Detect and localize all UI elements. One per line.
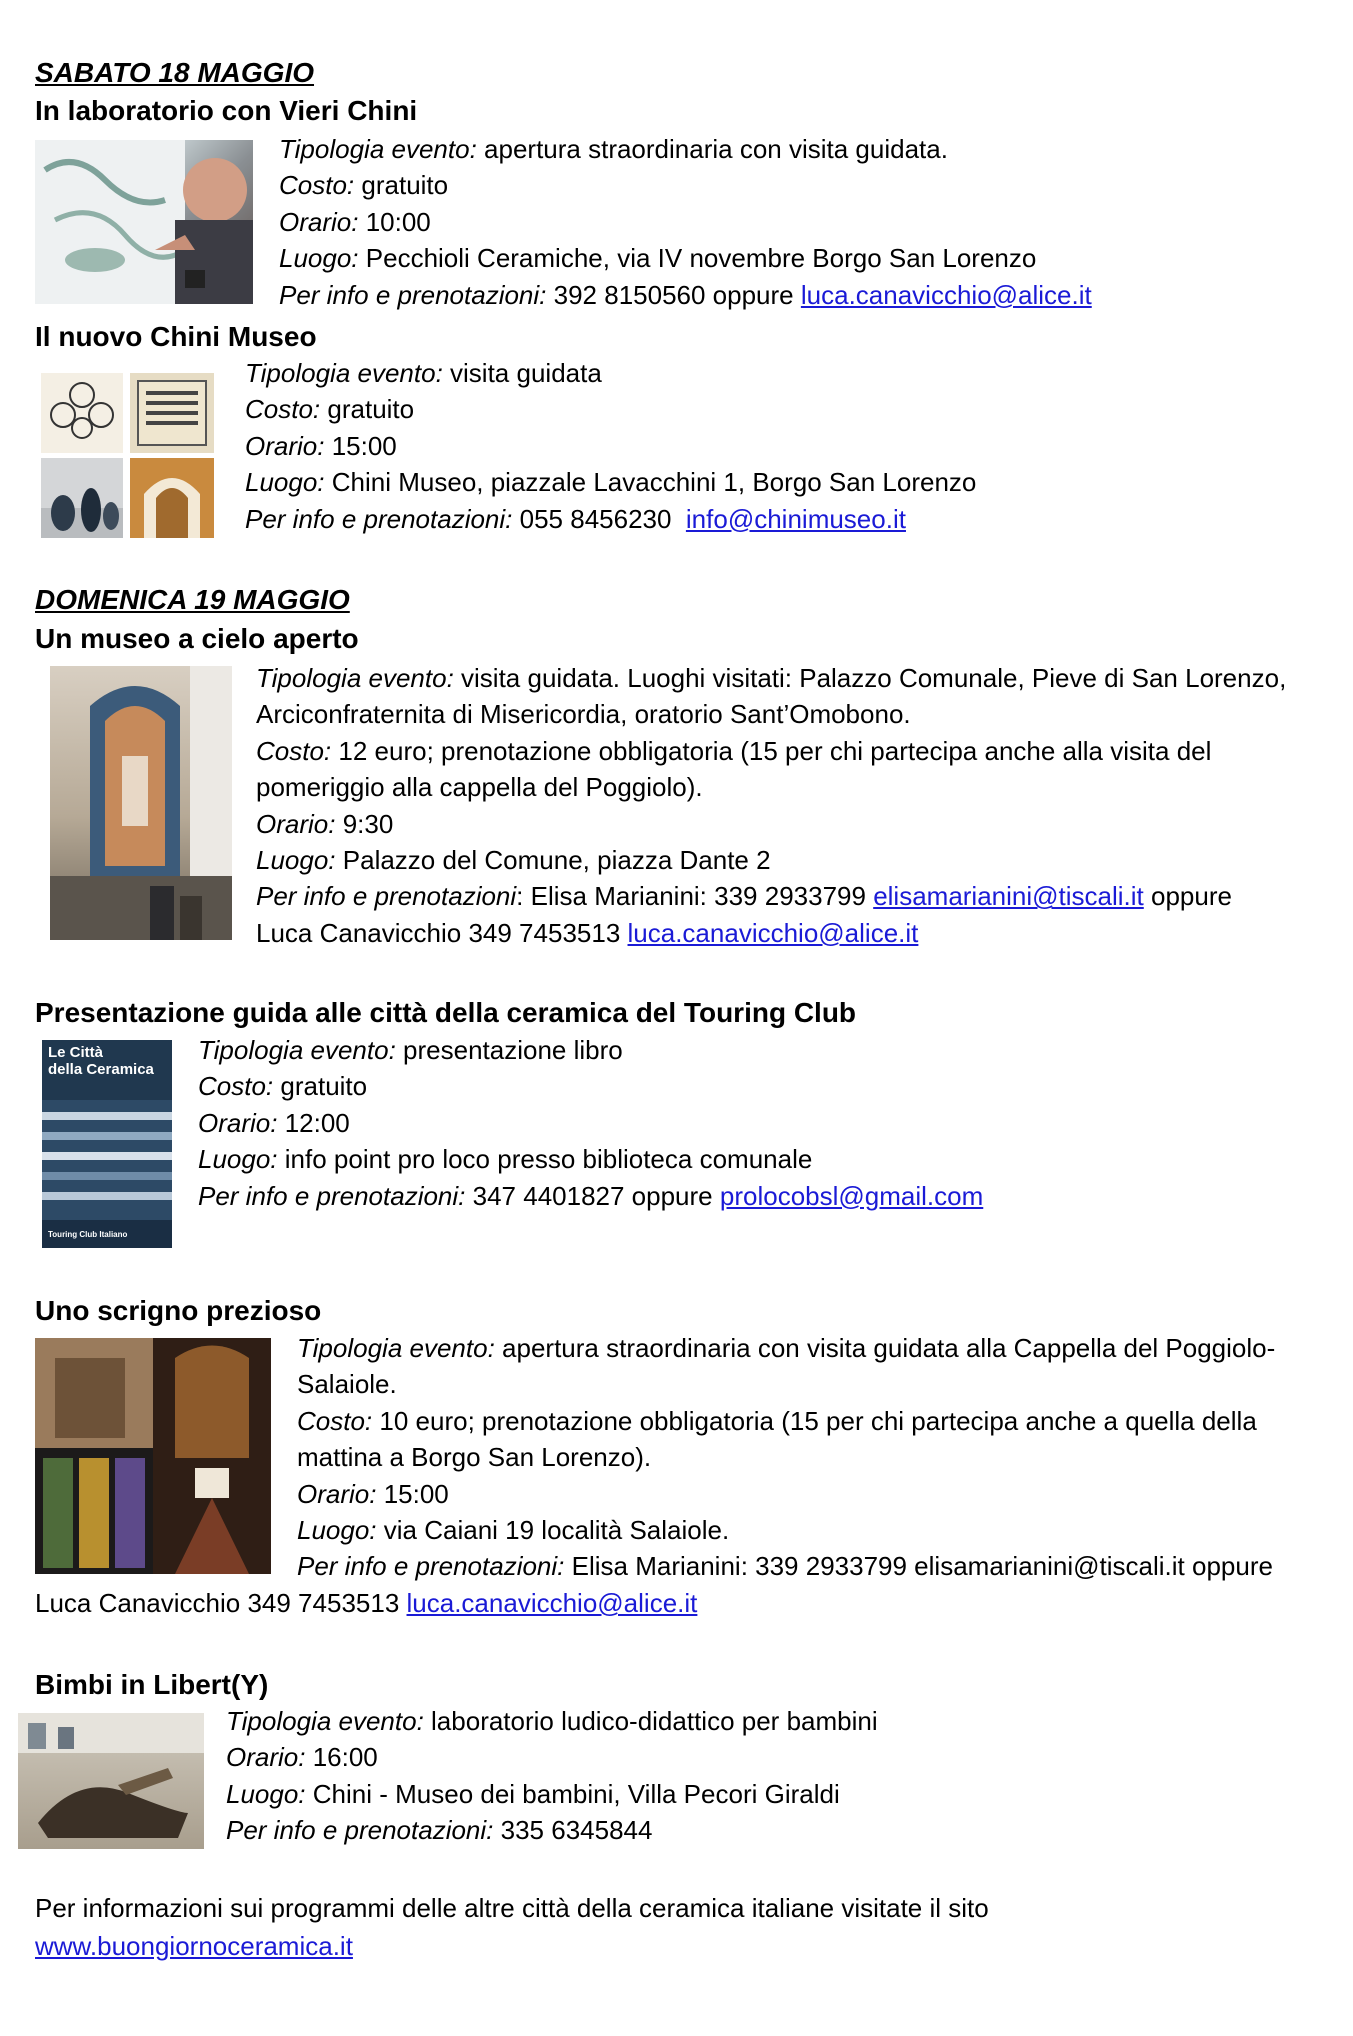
- chini-sign-tile: [130, 373, 214, 453]
- tabernacle-illustration: [50, 666, 232, 940]
- value-luogo: Chini - Museo dei bambini, Villa Pecori Giraldi: [312, 1778, 840, 1809]
- value-tipologia-1: apertura straordinaria con visita guidata alla Cappella del Poggiolo-: [502, 1333, 1276, 1363]
- event-details-scrigno-prezioso: [297, 1330, 1337, 1585]
- value-tipologia-1: visita guidata. Luoghi visitati: Palazzo Comunale, Pieve di San Lorenzo,: [461, 663, 1287, 693]
- footer: [35, 1889, 989, 1965]
- value-costo: gratuito: [361, 170, 449, 201]
- value-info: 055 8456230: [519, 503, 672, 534]
- value-tipologia-2: Salaiole.: [297, 1369, 397, 1400]
- value-tipologia: laboratorio ludico-didattico per bambini: [431, 1706, 878, 1736]
- label-info: Per info e prenotazioni:: [279, 279, 547, 310]
- value-info-1: : Elisa Marianini: 339 2933799: [516, 881, 866, 912]
- label-luogo: Luogo:: [245, 467, 325, 498]
- label-orario: Orario:: [245, 430, 325, 461]
- label-orario: Orario:: [279, 206, 359, 237]
- value-info: 347 4401827 oppure: [472, 1180, 713, 1211]
- label-orario: Orario:: [297, 1478, 377, 1509]
- book-publisher: Touring Club Italiano: [48, 1230, 128, 1239]
- label-luogo: Luogo:: [198, 1144, 278, 1175]
- sign-illustration: [130, 373, 214, 453]
- label-costo: Costo:: [198, 1071, 274, 1102]
- chini-vases-tile: [41, 458, 123, 538]
- clay-workshop-photo: [18, 1713, 204, 1849]
- value-info-or: oppure: [1151, 881, 1232, 912]
- event-details-touring-club: [198, 1032, 983, 1214]
- day-heading-sunday: DOMENICA 19 MAGGIO: [35, 584, 350, 615]
- chini-arch-tile: [130, 458, 214, 538]
- label-orario: Orario:: [226, 1742, 306, 1773]
- label-tipologia: Tipologia evento:: [256, 663, 454, 693]
- touring-club-book-cover: [42, 1040, 172, 1248]
- label-tipologia: Tipologia evento:: [279, 134, 477, 164]
- event-title-museo-cielo-aperto: Un museo a cielo aperto: [35, 623, 359, 654]
- label-info: Per info e prenotazioni:: [198, 1180, 466, 1211]
- clay-illustration: [18, 1713, 204, 1849]
- value-luogo: info point pro loco presso biblioteca comunale: [284, 1144, 813, 1175]
- value-costo-2: pomeriggio alla cappella del Poggiolo).: [256, 772, 703, 803]
- event-title-scrigno-prezioso: Uno scrigno prezioso: [35, 1295, 322, 1326]
- book-title-line-1: Le Città: [48, 1044, 104, 1061]
- value-info: 392 8150560 oppure: [553, 279, 794, 310]
- label-tipologia: Tipologia evento:: [198, 1035, 396, 1065]
- event-title-chini-museo: Il nuovo Chini Museo: [35, 321, 317, 352]
- event-details-museo-cielo-aperto: [256, 660, 1286, 951]
- value-costo: gratuito: [327, 394, 415, 425]
- label-info: Per info e prenotazioni:: [297, 1551, 565, 1582]
- value-luogo: via Caiani 19 località Salaiole.: [383, 1515, 730, 1546]
- label-tipologia: Tipologia evento:: [226, 1706, 424, 1736]
- email-link-2[interactable]: luca.canavicchio@alice.it: [627, 917, 919, 948]
- ceramicist-painting-illustration: [35, 140, 253, 304]
- arch-illustration: [130, 458, 214, 538]
- label-orario: Orario:: [256, 808, 336, 839]
- value-luogo: Palazzo del Comune, piazza Dante 2: [342, 845, 771, 876]
- value-orario: 15:00: [331, 430, 397, 461]
- value-info-2: Luca Canavicchio 349 7453513: [256, 917, 621, 948]
- value-luogo: Pecchioli Ceramiche, via IV novembre Borgo San Lorenzo: [365, 243, 1037, 274]
- event-title-touring-club: Presentazione guida alle città della ceramica del Touring Club: [35, 997, 857, 1028]
- label-luogo: Luogo:: [256, 845, 336, 876]
- vases-illustration: [41, 458, 123, 538]
- email-link[interactable]: info@chinimuseo.it: [685, 503, 906, 534]
- label-costo: Costo:: [297, 1405, 373, 1436]
- email-link[interactable]: luca.canavicchio@alice.it: [800, 279, 1092, 310]
- label-tipologia: Tipologia evento:: [297, 1333, 495, 1363]
- event-title-laboratorio: In laboratorio con Vieri Chini: [35, 95, 418, 126]
- event-details-scrigno-continuation: [35, 1585, 697, 1621]
- label-costo: Costo:: [256, 735, 332, 766]
- value-orario: 15:00: [383, 1478, 449, 1509]
- label-orario: Orario:: [198, 1107, 278, 1138]
- value-tipologia: apertura straordinaria con visita guidata.: [484, 134, 948, 164]
- value-tipologia: presentazione libro: [403, 1035, 623, 1065]
- day-heading-saturday: SABATO 18 MAGGIO: [35, 57, 315, 88]
- email-link[interactable]: luca.canavicchio@alice.it: [406, 1588, 698, 1618]
- value-tipologia-2: Arciconfraternita di Misericordia, oratorio Sant’Omobono.: [256, 699, 911, 730]
- label-luogo: Luogo:: [279, 243, 359, 274]
- value-orario: 16:00: [312, 1742, 378, 1773]
- book-title-line-2: della Ceramica: [48, 1061, 154, 1078]
- tabernacle-street-photo: [50, 666, 232, 940]
- label-info: Per info e prenotazioni:: [226, 1815, 494, 1846]
- footer-text: Per informazioni sui programmi delle altre città della ceramica italiane visitate il sito: [35, 1893, 989, 1923]
- email-link-1[interactable]: elisamarianini@tiscali.it: [873, 881, 1144, 912]
- chapel-illustration: [35, 1338, 271, 1574]
- value-orario: 12:00: [284, 1107, 350, 1138]
- value-orario: 9:30: [342, 808, 394, 839]
- value-costo-1: 10 euro; prenotazione obbligatoria (15 per chi partecipa anche a quella della: [379, 1405, 1257, 1436]
- event-details-bimbi-in-liberty: [226, 1703, 878, 1849]
- label-costo: Costo:: [245, 394, 321, 425]
- value-luogo: Chini Museo, piazzale Lavacchini 1, Borgo San Lorenzo: [331, 467, 977, 498]
- event-title-bimbi-in-liberty: Bimbi in Libert(Y): [35, 1669, 269, 1700]
- footer-website-link[interactable]: www.buongiornoceramica.it: [35, 1931, 353, 1961]
- value-info-1: Elisa Marianini: 339 2933799 elisamarianini@tiscali.it oppure: [571, 1551, 1273, 1582]
- chini-logo-tile: [41, 373, 123, 453]
- value-info: 335 6345844: [500, 1815, 653, 1846]
- chapel-interior-collage: [35, 1338, 271, 1574]
- label-luogo: Luogo:: [297, 1515, 377, 1546]
- value-info-2: Luca Canavicchio 349 7453513: [35, 1588, 400, 1618]
- value-tipologia: visita guidata: [450, 358, 602, 388]
- email-link[interactable]: prolocobsl@gmail.com: [719, 1180, 984, 1211]
- ceramicist-painting-photo: [35, 140, 253, 304]
- ornament-illustration: [41, 373, 123, 453]
- label-costo: Costo:: [279, 170, 355, 201]
- value-costo: gratuito: [280, 1071, 368, 1102]
- value-costo-2: mattina a Borgo San Lorenzo).: [297, 1442, 652, 1473]
- value-orario: 10:00: [365, 206, 431, 237]
- event-details-chini-museo: [245, 355, 976, 537]
- label-tipologia: Tipologia evento:: [245, 358, 443, 388]
- event-details-laboratorio: [279, 131, 1092, 313]
- value-costo-1: 12 euro; prenotazione obbligatoria (15 per chi partecipa anche alla visita del: [338, 735, 1212, 766]
- label-luogo: Luogo:: [226, 1778, 306, 1809]
- label-info: Per info e prenotazioni: [256, 881, 517, 912]
- label-info: Per info e prenotazioni:: [245, 503, 513, 534]
